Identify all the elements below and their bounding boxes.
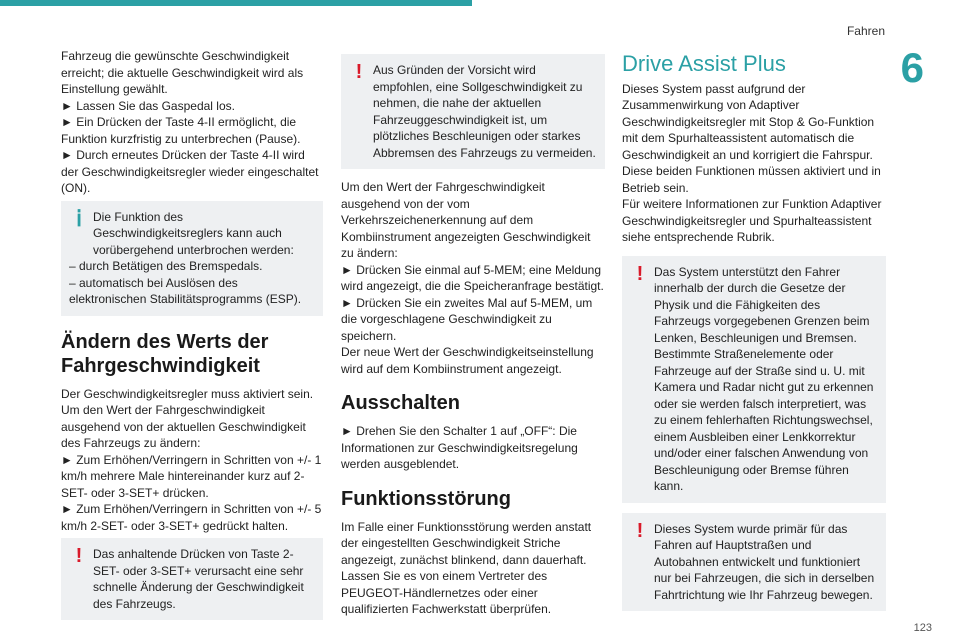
chapter-number: 6 (900, 44, 924, 91)
paragraph: Fahrzeug die gewünschte Geschwindigkeit erreicht; die aktuelle Geschwindigkeit wird als Einstellung gewählt. (61, 49, 304, 96)
info-icon: ⅰ (75, 205, 83, 231)
column-right (622, 48, 886, 621)
warning-box (622, 256, 886, 503)
chapter-title: Fahren (846, 24, 885, 38)
section-title: Drive Assist Plus (622, 51, 786, 76)
warning-icon: ! (636, 262, 644, 285)
paragraph: Der neue Wert der Geschwindigkeitseinstellung wird auf dem Kombiinstrument angezeigt. (341, 345, 594, 376)
paragraph: ► Zum Erhöhen/Verringern in Schritten von +/- 5 km/h 2-SET- oder 3-SET+ gedrückt halten. (61, 502, 322, 533)
warning-box (622, 513, 886, 612)
section-heading: Ändern des Werts der Fahrgeschwindigkeit (61, 330, 269, 377)
paragraph: ► Zum Erhöhen/Verringern in Schritten von +/- 1 km/h mehrere Male hintereinander kurz auf 2-SET- oder 3-SET+ drücken. (61, 452, 322, 500)
column-left (61, 48, 323, 630)
warning-text: Dieses System wurde primär für das Fahren auf Hauptstraßen und Autobahnen entwickelt und funktioniert nur bei Fahrzeugen, die sich in derselben Fahrtrichtung wie Ihr Fahrzeug bewegen. (654, 521, 875, 602)
paragraph: Für weitere Informationen zur Funktion Adaptiver Geschwindigkeitsregler und Spurhalteassistent siehe entsprechende Rubrik. (622, 197, 882, 244)
info-text: – automatisch bei Auslösen des elektronischen Stabilitätsprogramms (ESP). (69, 275, 302, 306)
info-text: Die Funktion des Geschwindigkeitsreglers kann auch vorübergehend unterbrochen werden: (93, 209, 294, 257)
warning-icon: ! (75, 545, 83, 567)
paragraph: Dieses System passt aufgrund der Zusammenwirkung von Adaptiver Geschwindigkeitsregler mit Stop & Go-Funktion mit dem Spurhalteassistent automatisch die Geschwindigkeit an und korrigiert die Fahrspur. Diese beiden Funktionen müssen aktiviert und in Betrieb sein. (622, 81, 881, 195)
section-heading: Ausschalten (341, 392, 460, 414)
paragraph: Der Geschwindigkeitsregler muss aktiviert sein. (61, 386, 314, 401)
section-heading: Funktionsstörung (341, 487, 511, 510)
paragraph: ► Drücken Sie ein zweites Mal auf 5-MEM, um die vorgeschlagene Geschwindigkeit zu speichern. (341, 295, 593, 343)
paragraph: Im Falle einer Funktionsstörung werden anstatt der eingestellten Geschwindigkeit Striche angezeigt, zunächst blinkend, dann dauerhaft. (341, 519, 592, 567)
column-middle (341, 48, 605, 618)
paragraph: ► Drehen Sie den Schalter 1 auf „OFF“: Die Informationen zur Geschwindigkeitsregelung werden ausgeblendet. (341, 424, 578, 471)
warning-text: Das anhaltende Drücken von Taste 2-SET- oder 3-SET+ verursacht eine sehr schnelle Änderung der Geschwindigkeit des Fahrzeugs. (93, 547, 304, 611)
warning-text: Aus Gründen der Vorsicht wird empfohlen, eine Sollgeschwindigkeit zu nehmen, die nahe der aktuellen Fahrzeuggeschwindigkeit ist, um plötzliches Beschleunigen oder starkes Abbremsen des Fahrzeugs zu vermeiden. (373, 63, 596, 160)
paragraph: Um den Wert der Fahrgeschwindigkeit ausgehend von der aktuellen Geschwindigkeit des Fahrzeugs zu ändern: (61, 403, 306, 450)
paragraph: Um den Wert der Fahrgeschwindigkeit ausgehend von der vom Verkehrszeichenerkennung auf dem Kombiinstrument angezeigten Geschwindigkeit zu ändern: (341, 180, 591, 260)
page-number: 123 (913, 622, 932, 634)
info-text: – durch Betätigen des Bremspedals. (69, 259, 263, 273)
paragraph: ► Drücken Sie einmal auf 5-MEM; eine Meldung wird angezeigt, die die Speicheranfrage bestätigt. (341, 262, 604, 293)
info-box (61, 201, 323, 316)
paragraph: Lassen Sie es von einem Vertreter des PEUGEOT-Händlernetzes oder einer qualifizierten Fachwerkstatt überprüfen. (341, 569, 552, 616)
paragraph: ► Lassen Sie das Gaspedal los. (61, 98, 235, 113)
paragraph: ► Durch erneutes Drücken der Taste 4-II wird der Geschwindigkeitsregler wieder eingeschaltet (ON). (61, 148, 319, 195)
warning-text: Das System unterstützt den Fahrer innerhalb der durch die Gesetze der Physik und die Fähigkeiten des Fahrzeugs vorgegebenen Grenzen beim Lenken, Beschleunigen und Bremsen. Bestimmte Straßenelemente oder Fahrzeuge auf der Straße sind u. U. mit Kamera und Radar nicht gut zu erkennen oder sie werden falsch interpretiert, was zu einem fehlerhaften Richtungswechsel, einem Ausbleiben einer Lenkkorrektur und/oder einer falschen Anwendung von Beschleunigung oder Bremse führen kann. (654, 264, 874, 493)
warning-icon: ! (355, 61, 363, 83)
paragraph: ► Ein Drücken der Taste 4-II ermöglicht, die Funktion kurzfristig zu unterbrechen (Pause). (61, 115, 301, 146)
warning-box (341, 54, 605, 169)
warning-box (61, 538, 323, 620)
header-accent-bar (0, 0, 472, 6)
warning-icon: ! (636, 519, 644, 542)
